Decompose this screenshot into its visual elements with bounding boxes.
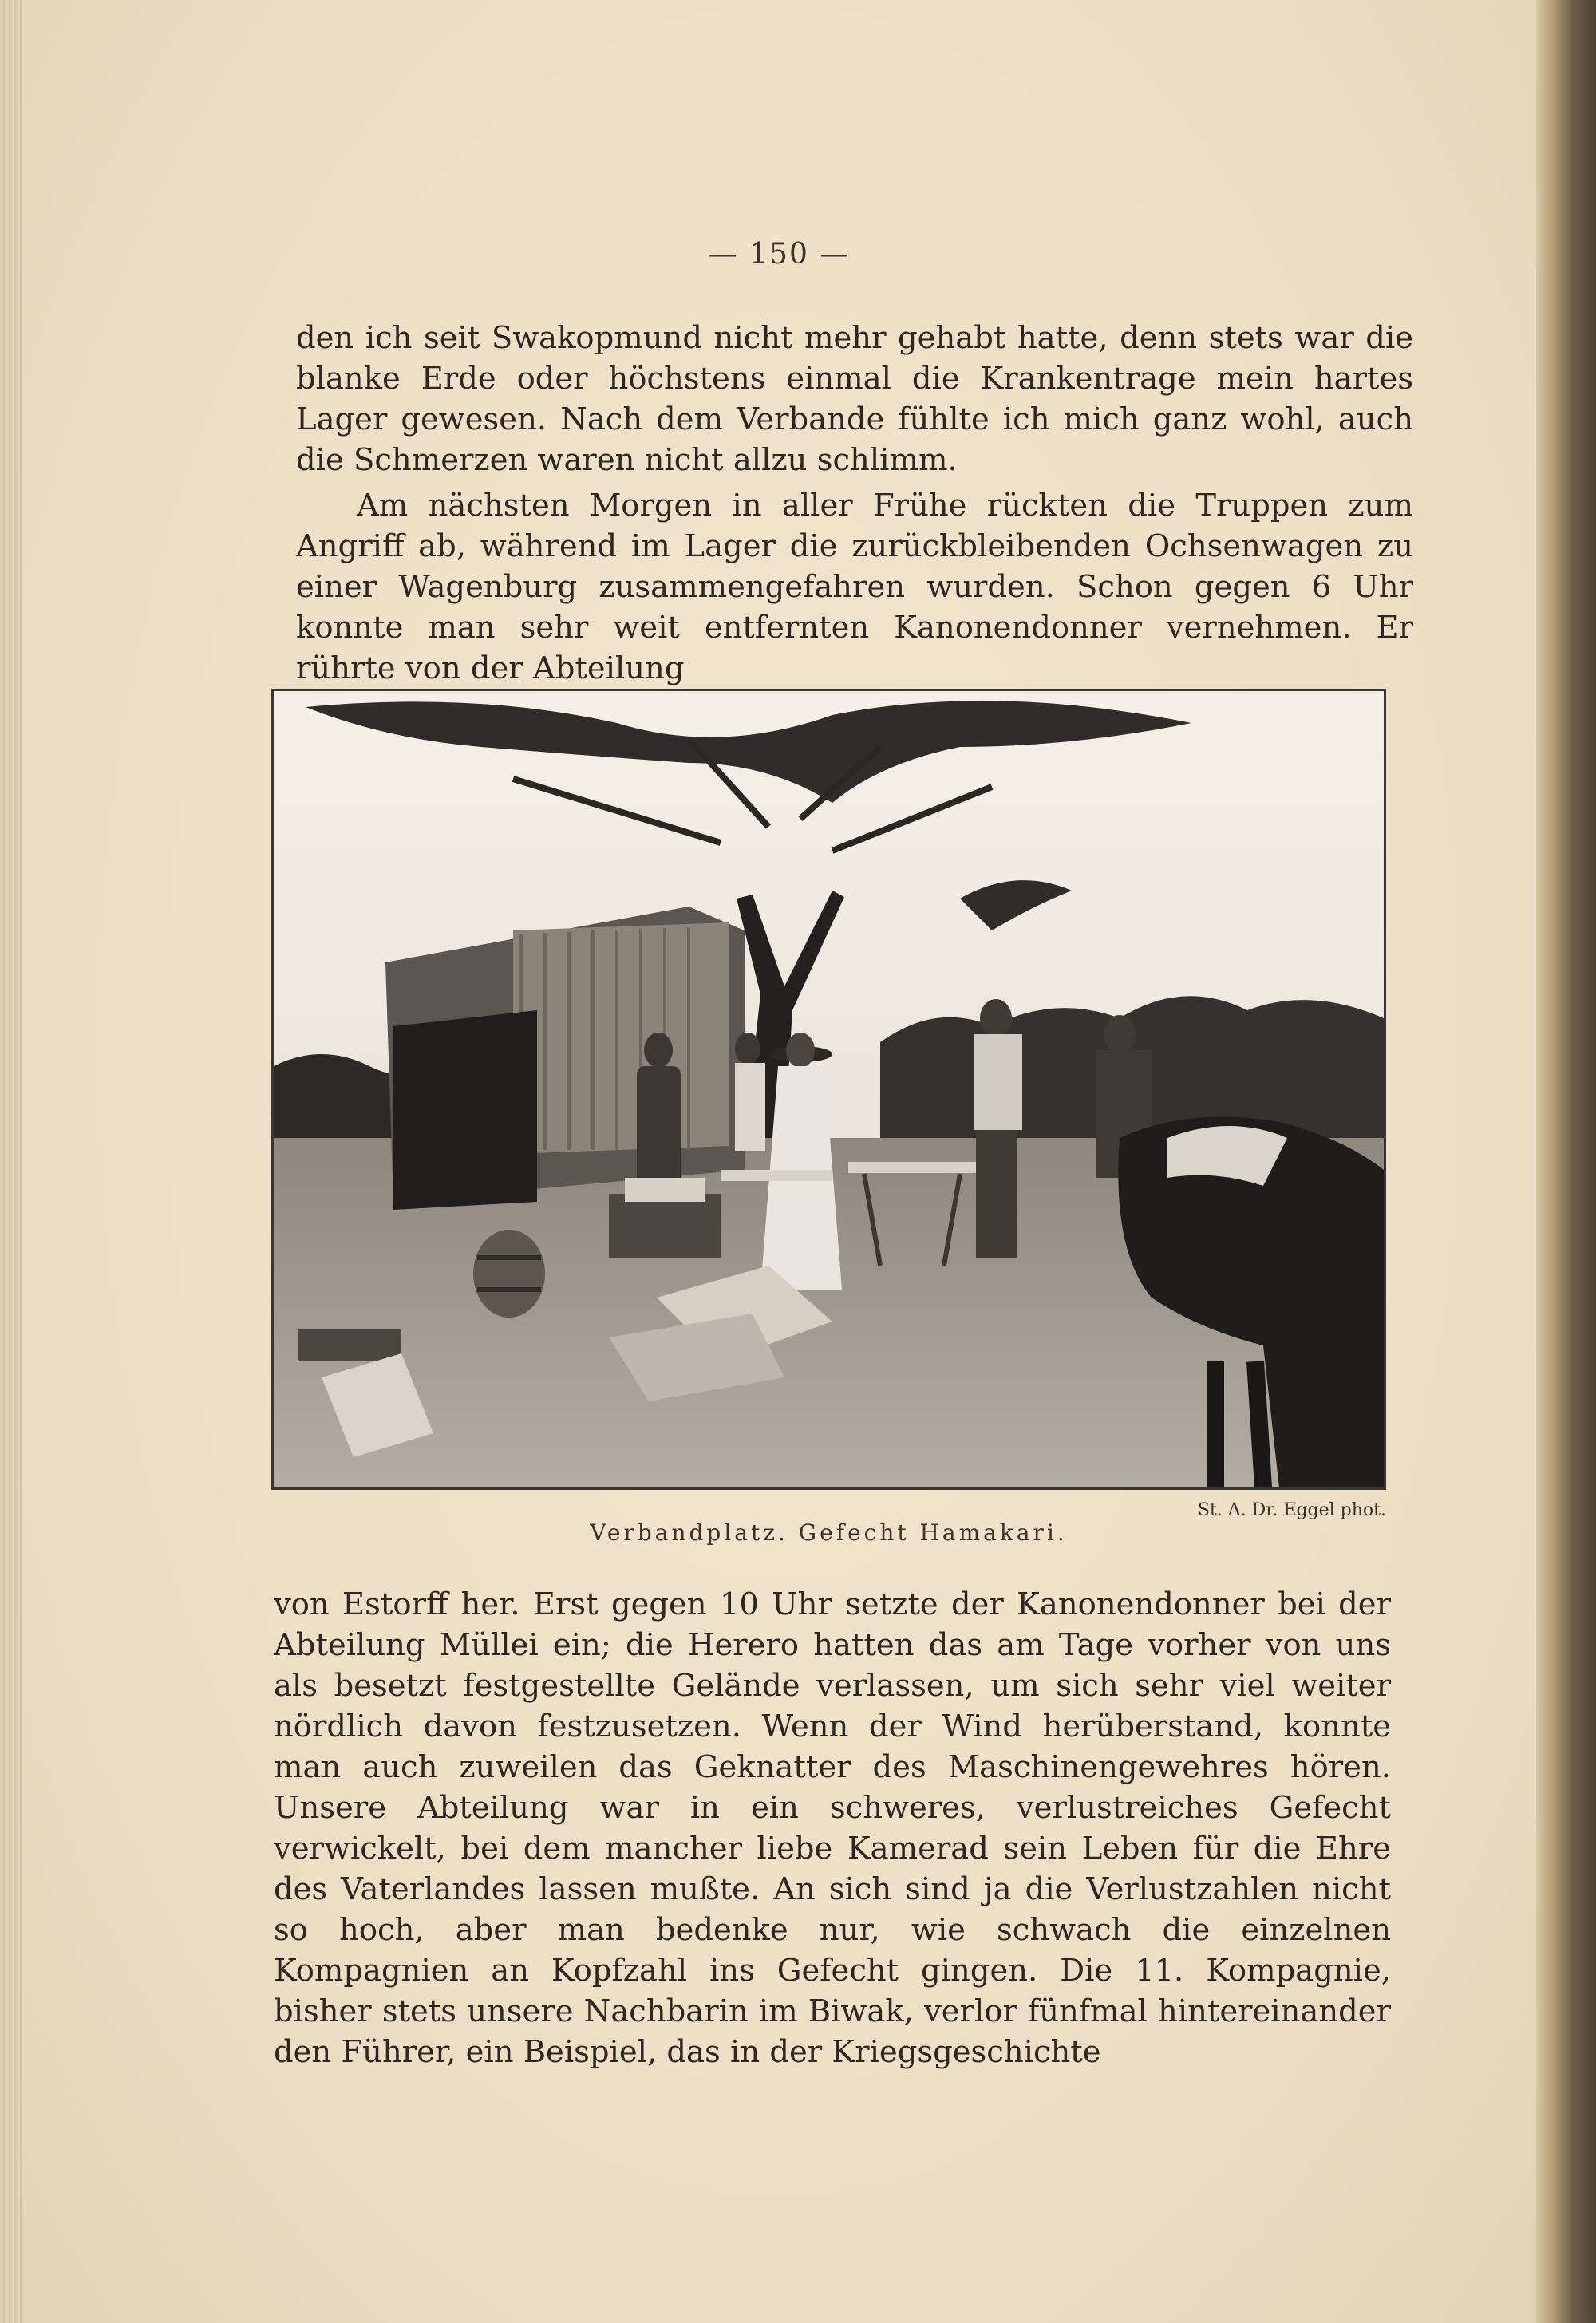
figure-caption: Verbandplatz. Gefecht Hamakari. — [590, 1519, 1068, 1546]
photo-credit: St. A. Dr. Eggel phot. — [1197, 1500, 1386, 1520]
paragraph-morning-attack: Am nächsten Morgen in aller Frühe rückten die Truppen zum Angriff ab, während im Lager die zurückbleibenden Ochsenwagen zu einer Wagenburg zusammengefahren wurden. Schon gegen 6 Uhr konnte man sehr weit entfernten Kanonendonner vernehmen. Er rührte von der Abteilung — [296, 488, 1413, 686]
page-edge-stack — [0, 0, 22, 2323]
text-block-top — [296, 318, 1413, 689]
book-binding — [1536, 0, 1596, 2323]
paragraph-continuation: den ich seit Swakopmund nicht mehr gehabt hatte, denn stets war die blanke Erde oder höchstens einmal die Krankentrage mein hartes Lager gewesen. Nach dem Verbande fühlte ich mich ganz wohl, auch die Schmerzen waren nicht allzu schlimm. — [296, 320, 1413, 478]
text-block-bottom — [274, 1584, 1391, 2072]
photo-illustration — [274, 691, 1384, 1487]
paragraph-battle: von Estorff her. Erst gegen 10 Uhr setzte der Kanonendonner bei der Abteilung Müllei ein; die Herero hatten das am Tage vorher von uns als besetzt festgestellte Gelände verlassen, um sich sehr viel weiter nördlich davon festzusetzen. Wenn der Wind herüberstand, konnte man auch zuweilen das Geknatter des Maschinengewehres hören. Unsere Abteilung war in ein schweres, verlustreiches Gefecht verwickelt, bei dem mancher liebe Kamerad sein Leben für die Ehre des Vaterlandes lassen mußte. An sich sind ja die Verlustzahlen nicht so hoch, aber man bedenke nur, wie schwach die einzelnen Kompagnien an Kopfzahl ins Gefecht gingen. Die 11. Kompagnie, bisher stets unsere Nachbarin im Biwak, verlor fünfmal hintereinander den Führer, ein Beispiel, das in der Kriegsgeschichte — [274, 1586, 1391, 2070]
photograph — [271, 689, 1386, 1490]
page-number: — 150 — — [708, 238, 851, 271]
